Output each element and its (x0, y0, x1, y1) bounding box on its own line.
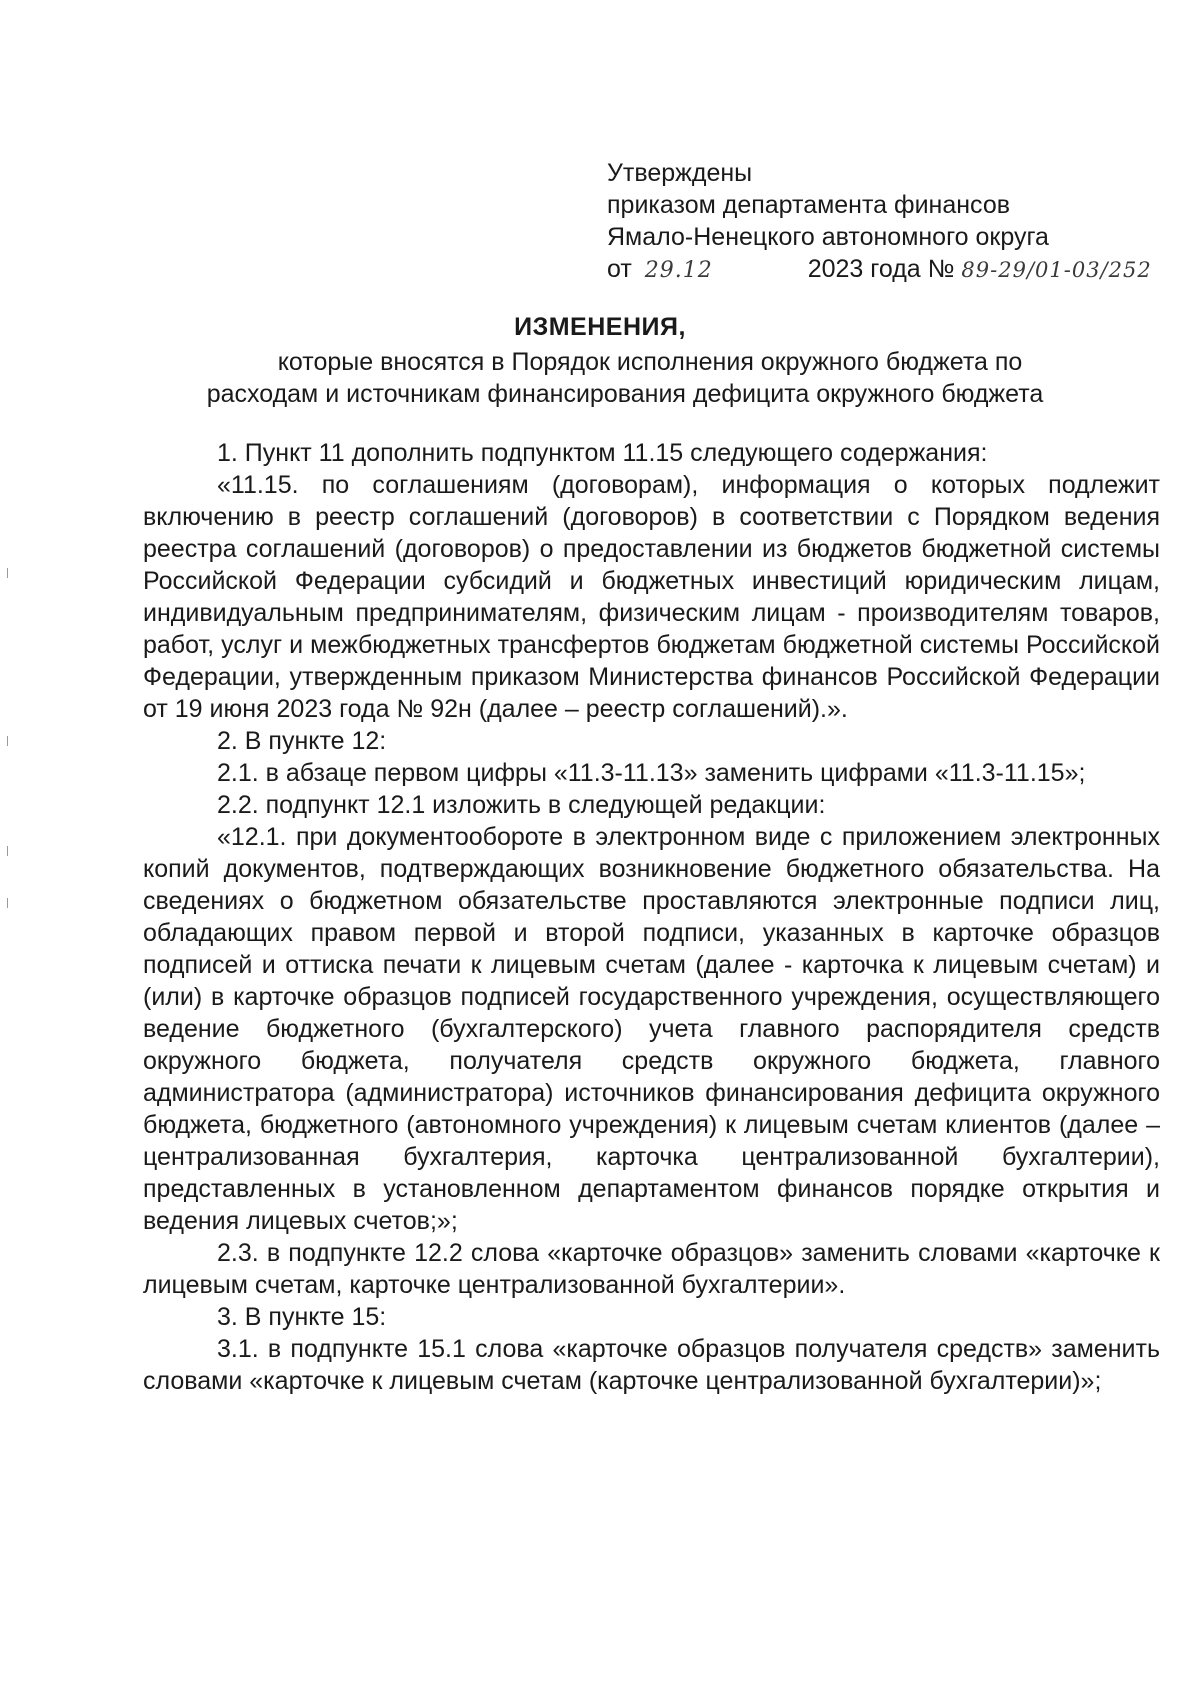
approval-line-1: Утверждены (607, 159, 753, 187)
scan-margin-mark (7, 898, 8, 908)
document-title: ИЗМЕНЕНИЯ, (514, 313, 686, 341)
paragraph-2: «11.15. по соглашениям (договорам), информация о которых подлежит включению в реестр соглашений (договоров) в соответствии с Порядком ведения реестра соглашений (договоров) о предоставлении из бюджетов бюджетной системы Российской Федерации субсидий и бюджетных инвестиций юридическим лицам, индивидуальным предпринимателям, физическим лицам - производителям товаров, работ, услуг и межбюджетных трансфертов бюджетам бюджетной системы Российской Федерации, утвержденным приказом Министерства финансов Российской Федерации от 19 июня 2023 года № 92н (далее – реестр соглашений).». (143, 471, 1160, 723)
paragraph-8: 3. В пункте 15: (217, 1303, 387, 1331)
approval-line-4 (607, 253, 1167, 287)
scan-margin-mark (7, 846, 8, 856)
approval-line-2: приказом департамента финансов (607, 191, 1011, 219)
subtitle-line-2: расходам и источникам финансирования дефицита окружного бюджета (206, 380, 1044, 408)
paragraph-5: 2.2. подпункт 12.1 изложить в следующей редакции: (217, 791, 826, 819)
document-body (143, 437, 1160, 1397)
approval-block (607, 157, 1167, 287)
approval-year-text: 2023 года № (807, 255, 955, 283)
scan-margin-mark (7, 568, 8, 578)
handwritten-order-number: 89-29/01-03/252 (961, 258, 1152, 282)
approval-line-3: Ямало-Ненецкого автономного округа (607, 223, 1049, 251)
approval-from-prefix: от (607, 255, 632, 283)
subtitle-line-1: которые вносятся в Порядок исполнения окружного бюджета по (277, 348, 1023, 376)
paragraph-7: 2.3. в подпункте 12.2 слова «карточке образцов» заменить словами «карточке к лицевым счетам, карточке централизованной бухгалтерии». (143, 1239, 1160, 1299)
paragraph-3: 2. В пункте 12: (217, 727, 387, 755)
document-subtitle (150, 346, 1100, 410)
paragraph-4: 2.1. в абзаце первом цифры «11.3-11.13» заменить цифрами «11.3-11.15»; (217, 759, 1086, 787)
paragraph-6: «12.1. при документообороте в электронном виде с приложением электронных копий документов, подтверждающих возникновение бюджетного обязательства. На сведениях о бюджетном обязательстве проставляются электронные подписи лиц, обладающих правом первой и второй подписи, указанных в карточке образцов подписей и оттиска печати к лицевым счетам (далее - карточка к лицевым счетам) и (или) в карточке образцов подписей государственного учреждения, осуществляющего ведение бюджетного (бухгалтерского) учета главного распорядителя средств окружного бюджета, получателя средств окружного бюджета, главного администратора (администратора) источников финансирования дефицита окружного бюджета, бюджетного (автономного учреждения) к лицевым счетам клиентов (далее – централизованная бухгалтерия, карточка централизованной бухгалтерии), представленных в установленном департаментом финансов порядке открытия и ведения лицевых счетов;»; (143, 823, 1160, 1235)
handwritten-date: 29.12 (644, 258, 713, 283)
scan-margin-mark (7, 736, 8, 746)
paragraph-1: 1. Пункт 11 дополнить подпунктом 11.15 следующего содержания: (217, 439, 988, 467)
paragraph-9: 3.1. в подпункте 15.1 слова «карточке образцов получателя средств» заменить словами «карточке к лицевым счетам (карточке централизованной бухгалтерии)»; (143, 1335, 1160, 1395)
